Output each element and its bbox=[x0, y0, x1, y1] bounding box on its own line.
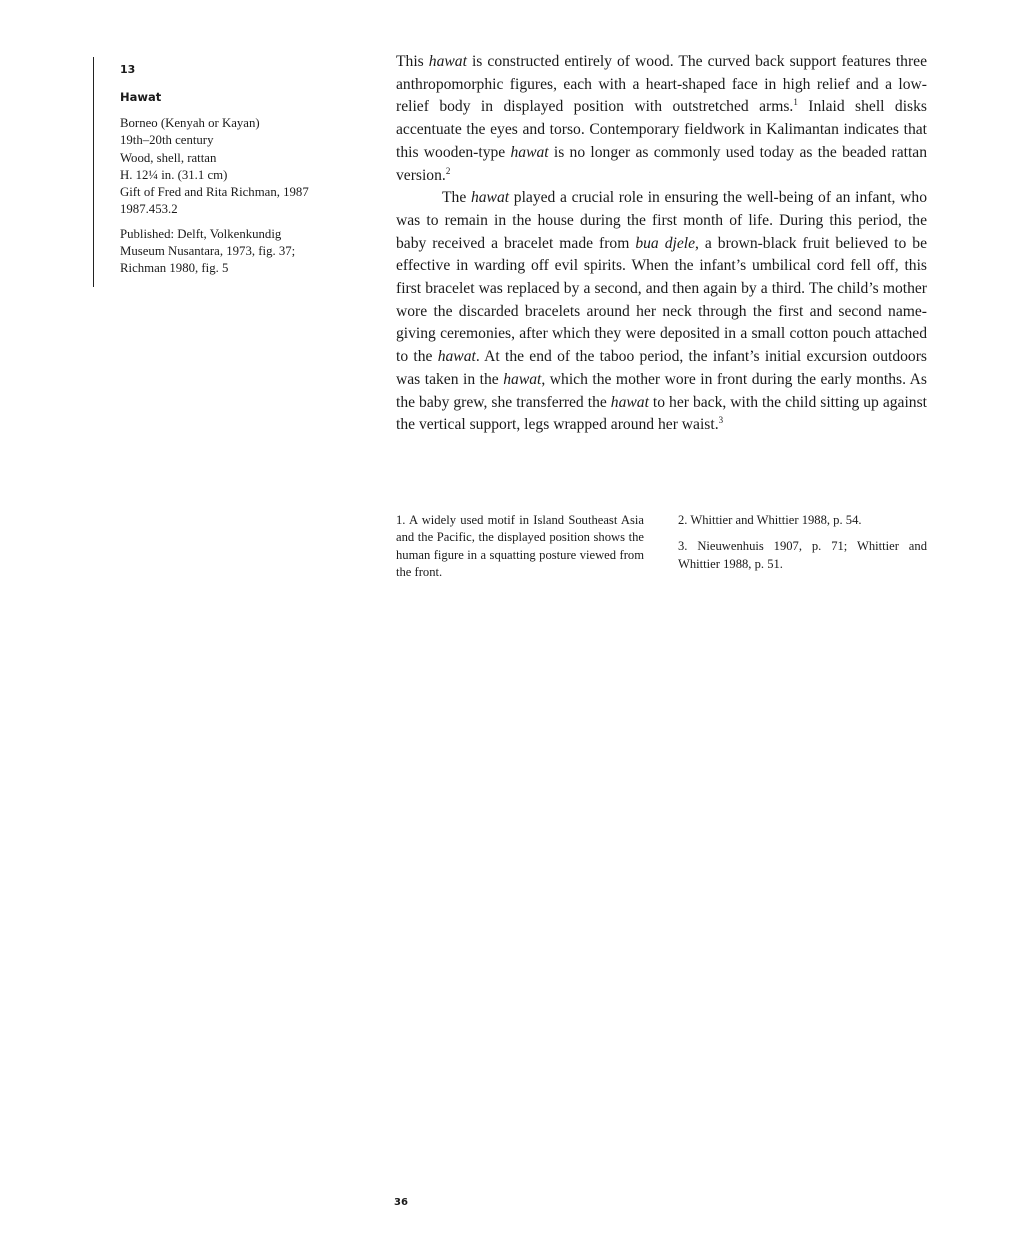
footnote-1: 1. A widely used motif in Island Southeast Asia and the Pacific, the displayed position shows the human figure in a squatting posture viewed from the front. bbox=[396, 513, 644, 579]
text-run: is no longer as commonly used today as the beaded rattan version. bbox=[396, 143, 927, 184]
italic-term: hawat bbox=[470, 189, 510, 207]
italic-term: hawat bbox=[510, 143, 549, 161]
footnote-2: 2. Whittier and Whittier 1988, p. 54. bbox=[678, 513, 862, 527]
text-run: The bbox=[442, 189, 471, 207]
date-line: 19th–20th century bbox=[120, 133, 214, 148]
catalogue-number: 13 bbox=[120, 63, 136, 76]
italic-term: hawat bbox=[437, 348, 476, 366]
text-run: Inlaid shell disks accentuate the eyes and torso. Contemporary fieldwork in Kalimantan indicates that this wooden-type bbox=[396, 98, 927, 161]
paragraph-2 bbox=[396, 187, 927, 437]
footnote-ref: 2 bbox=[445, 165, 451, 176]
publication-info bbox=[120, 226, 380, 278]
footnote-column-right bbox=[678, 512, 927, 582]
publication-line: Published: Delft, Volkenkundig bbox=[120, 226, 282, 241]
text-run: , which the mother wore in front during the early months. As the baby grew, she transferred the bbox=[396, 370, 927, 411]
footnote-column-left bbox=[396, 512, 644, 590]
italic-term: bua djele bbox=[635, 234, 695, 252]
italic-term: hawat bbox=[428, 53, 467, 70]
origin-line: Borneo (Kenyah or Kayan) bbox=[120, 116, 260, 130]
accession-number: 1987.453.2 bbox=[120, 202, 178, 217]
footnote-ref: 3 bbox=[718, 415, 724, 426]
publication-line: Museum Nusantara, 1973, fig. 37; bbox=[120, 244, 296, 259]
catalogue-sidebar bbox=[93, 57, 380, 287]
footnote-ref: 1 bbox=[793, 97, 798, 108]
object-title: Hawat bbox=[120, 90, 162, 104]
paragraph-1 bbox=[396, 51, 927, 187]
italic-term: hawat bbox=[610, 393, 649, 411]
text-run: This bbox=[396, 53, 429, 70]
text-run: to her back, with the child sitting up against the vertical support, legs wrapped around her waist. bbox=[396, 393, 928, 434]
object-details bbox=[120, 115, 380, 219]
italic-term: hawat bbox=[503, 370, 542, 388]
text-run: . At the end of the taboo period, the infant’s initial excursion outdoors was taken in the bbox=[396, 348, 927, 388]
text-run: , a brown-black fruit believed to be effective in warding off evil spirits. When the infant’s umbilical cord fell off, this first bracelet was replaced by a second, and then again by a third. The child’s mother wore the discarded bracelets around her neck through the first and second name-giving ceremonies, after which they were deposited in a small cotton pouch attached to the bbox=[396, 234, 927, 366]
dimensions-line: H. 12¼ in. (31.1 cm) bbox=[120, 167, 228, 182]
text-run: is constructed entirely of wood. The curved back support features three anthropomorphic figures, each with a heart-shaped face in high relief and a low-relief body in displayed position with outstretched arms. bbox=[396, 53, 927, 116]
footnote-3: 3. Nieuwenhuis 1907, p. 71; Whittier and Whittier 1988, p. 51. bbox=[678, 539, 927, 571]
text-run: played a crucial role in ensuring the well-being of an infant, who was to remain in the house during the first month of life. During this period, the baby received a bracelet made from bbox=[396, 189, 927, 252]
body-text bbox=[396, 51, 927, 437]
page-number: 36 bbox=[394, 1197, 408, 1208]
credit-line: Gift of Fred and Rita Richman, 1987 bbox=[120, 185, 309, 200]
publication-line: Richman 1980, fig. 5 bbox=[120, 261, 229, 276]
materials-line: Wood, shell, rattan bbox=[120, 150, 217, 165]
